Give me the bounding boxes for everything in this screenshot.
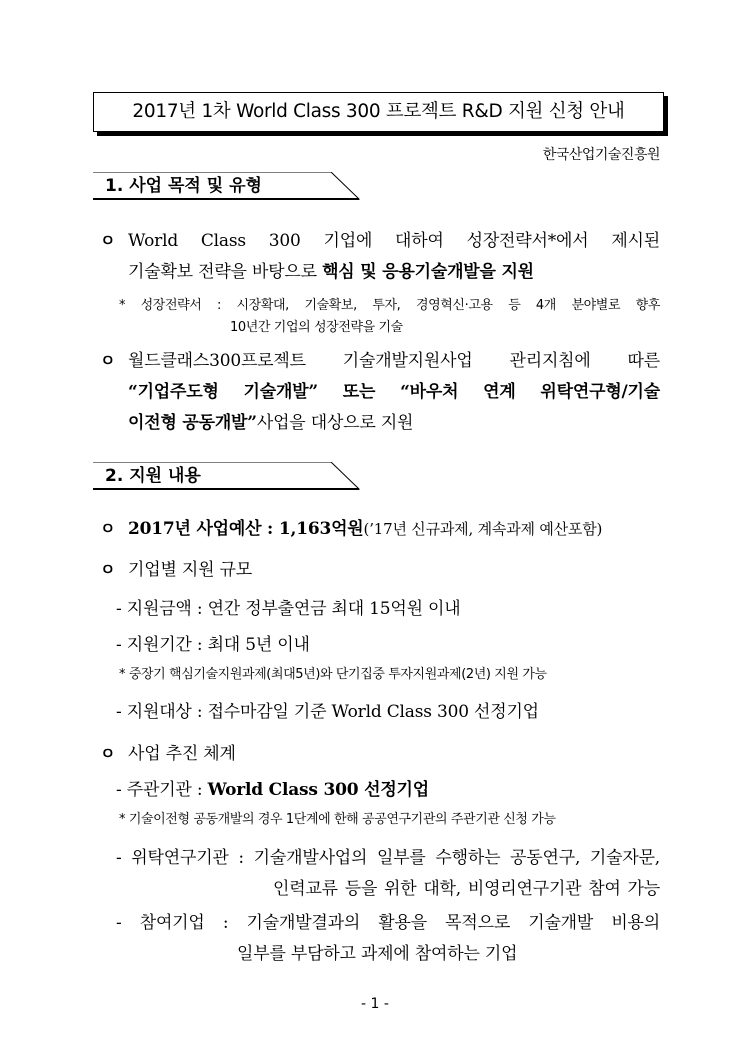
- s2-period: - 지원기간 : 최대 5년 이내: [116, 635, 310, 655]
- s2-consign-line1: - 위탁연구기관 : 기술개발사업의 일부를 수행하는 공동연구, 기술자문,: [116, 848, 660, 868]
- bullet-marker: ㅇ: [100, 560, 116, 579]
- s1-bullet1-line1: World Class 300 기업에 대하여 성장전략서*에서 제시된: [128, 231, 660, 251]
- s2-system-heading: 사업 추진 체계: [128, 744, 236, 764]
- bullet-marker: ㅇ: [100, 519, 116, 538]
- s2-target: - 지원대상 : 접수마감일 기준 World Class 300 선정기업: [116, 702, 539, 722]
- s2-lead-org: - 주관기관 : World Class 300 선정기업: [116, 780, 429, 800]
- s1-footnote-line1: * 성장전략서 : 시장확대, 기술확보, 투자, 경영혁신·고용 등 4개 분야별로 향후: [119, 298, 660, 313]
- organization-name: 한국산업기술진흥원: [542, 147, 660, 163]
- s2-scale-heading: 기업별 지원 규모: [128, 560, 252, 580]
- section-1-title: 1. 사업 목적 및 유형: [105, 176, 262, 196]
- section-2-heading: [93, 462, 363, 490]
- s2-budget-line: 2017년 사업예산 : 1,163억원(’17년 신규과제, 계속과제 예산포함): [128, 519, 603, 539]
- s1-bullet2-line3: 이전형 공동개발”사업을 대상으로 지원: [128, 413, 414, 433]
- section-1-heading: [93, 172, 363, 200]
- bullet-marker: ㅇ: [100, 231, 116, 250]
- s2-consign-line2: 인력교류 등을 위한 대학, 비영리연구기관 참여 가능: [273, 879, 660, 899]
- bullet-marker: ㅇ: [100, 744, 116, 763]
- bullet-marker: ㅇ: [100, 351, 116, 370]
- s2-period-note: * 중장기 핵심기술지원과제(최대5년)와 단기집중 투자지원과제(2년) 지원 가능: [119, 667, 547, 682]
- s1-bullet2-line1: 월드클래스300프로젝트 기술개발지원사업 관리지침에 따른: [128, 351, 660, 371]
- s2-partner-line1: - 참여기업 : 기술개발결과의 활용을 목적으로 기술개발 비용의: [116, 913, 660, 933]
- s1-bullet2-line2: “기업주도형 기술개발” 또는 “바우처 연계 위탁연구형/기술: [128, 382, 660, 402]
- s2-amount: - 지원금액 : 연간 정부출연금 최대 15억원 이내: [116, 599, 461, 619]
- s2-partner-line2: 일부를 부담하고 과제에 참여하는 기업: [237, 944, 518, 964]
- s2-lead-note: * 기술이전형 공동개발의 경우 1단계에 한해 공공연구기관의 주관기관 신청 가능: [119, 812, 556, 827]
- s1-footnote-line2: 10년간 기업의 성장전략을 기술: [230, 320, 403, 335]
- page-number: - 1 -: [361, 996, 389, 1012]
- section-2-title: 2. 지원 내용: [105, 466, 201, 486]
- document-title: 2017년 1차 World Class 300 프로젝트 R&D 지원 신청 안내: [93, 92, 664, 132]
- s1-bullet1-line2: 기술확보 전략을 바탕으로 핵심 및 응용기술개발을 지원: [128, 262, 534, 282]
